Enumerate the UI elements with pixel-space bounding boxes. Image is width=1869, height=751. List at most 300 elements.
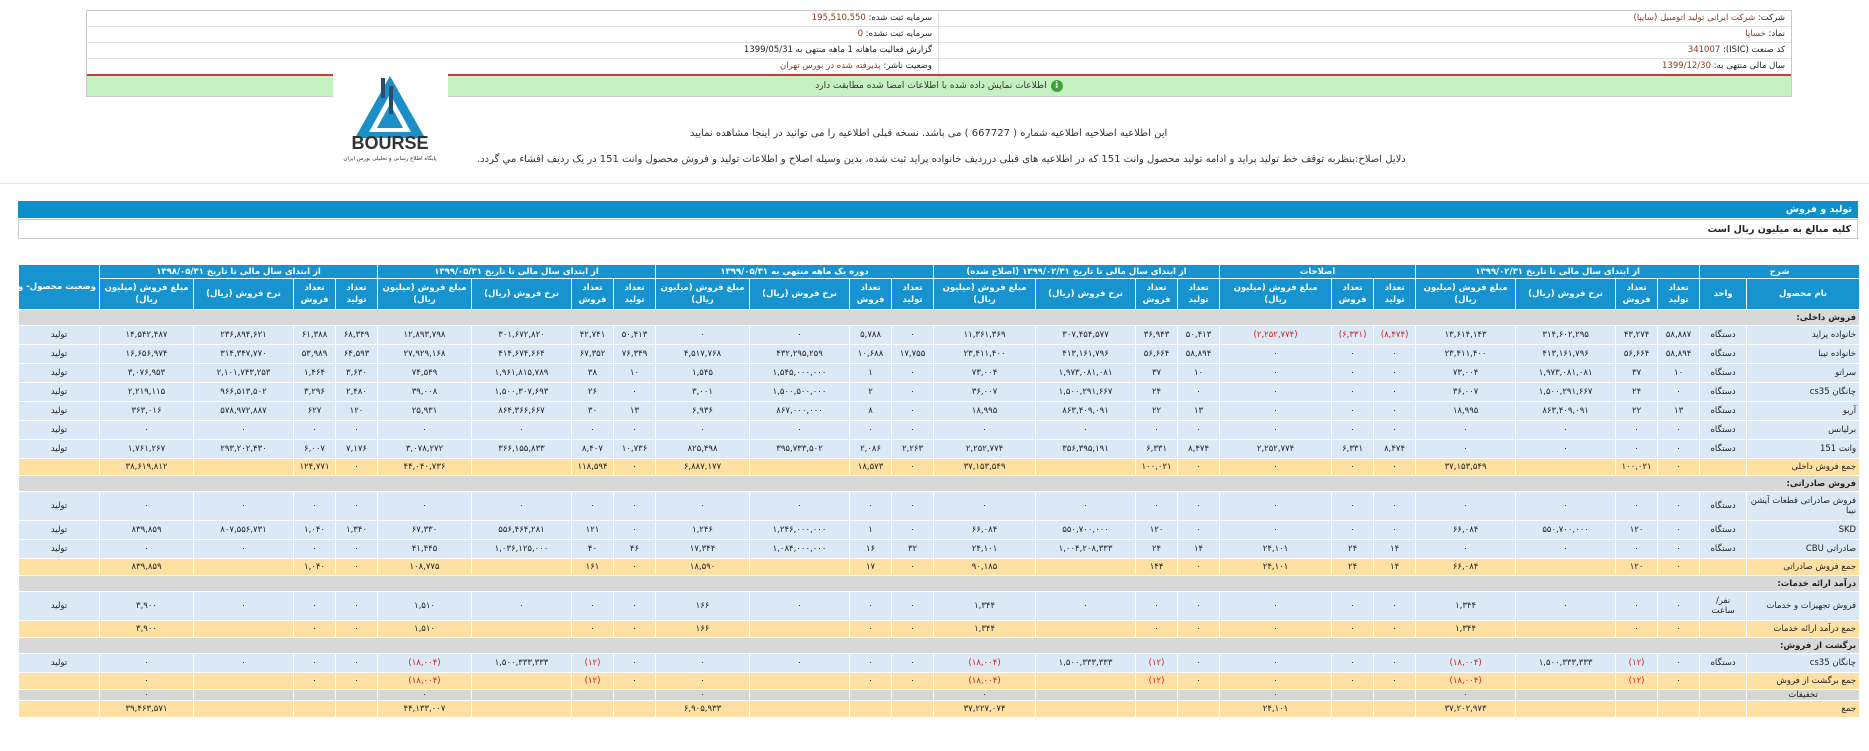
table-cell: ۵۷۸,۹۷۲,۸۸۷ <box>194 402 294 421</box>
table-cell: ۳۸ <box>572 364 614 383</box>
row-label: جمع برگشت از فروش <box>1747 673 1860 690</box>
table-cell: ۱۰۰,۰۲۱ <box>1136 459 1178 476</box>
table-cell: ۰ <box>892 492 934 521</box>
table-cell: ۲۶ <box>572 383 614 402</box>
table-cell: تولید <box>19 364 100 383</box>
table-cell <box>19 621 100 638</box>
table-cell: ۰ <box>1374 521 1416 540</box>
table-cell: ۰ <box>294 654 336 673</box>
table-cell: ۰ <box>378 690 472 701</box>
table-cell: ۲۴,۱۰۱ <box>1220 559 1332 576</box>
row-label: فروش صادراتی قطعات آیشن نیبا <box>1747 492 1860 521</box>
table-row <box>19 521 1860 540</box>
table-cell: تولید <box>19 326 100 345</box>
row-label: خانواده پراید <box>1747 326 1860 345</box>
table-cell: ۰ <box>1416 690 1516 701</box>
column-header: مبلغ فروش (میلیون ریال) <box>1220 279 1332 310</box>
table-cell <box>850 701 892 718</box>
table-cell: ۵۵۰,۷۰۰,۰۰۰ <box>1516 521 1616 540</box>
table-cell: ۰ <box>1178 383 1220 402</box>
table-cell: ۰ <box>294 421 336 440</box>
table-cell: نفر/ ساعت <box>1700 592 1747 621</box>
table-cell: ۰ <box>1332 459 1374 476</box>
table-cell: ۰ <box>1332 673 1374 690</box>
table-cell: ۰ <box>336 459 378 476</box>
table-cell: ۱,۹۷۳,۰۸۱,۰۸۱ <box>1516 364 1616 383</box>
row-label: آریو <box>1747 402 1860 421</box>
table-cell: ۰ <box>614 421 656 440</box>
table-cell: ۳,۰۰۱ <box>656 383 750 402</box>
table-cell: ۰ <box>614 559 656 576</box>
table-cell: ۰ <box>336 592 378 621</box>
unreg-capital-label: سرمایه ثبت نشده: <box>865 29 932 39</box>
table-cell: ۴۳۲,۲۹۵,۲۵۹ <box>750 345 850 364</box>
table-cell: ۱۳,۶۱۴,۱۴۳ <box>1416 326 1516 345</box>
table-row <box>19 402 1860 421</box>
table-cell: ۴,۵۱۷,۷۶۸ <box>656 345 750 364</box>
table-cell: (۱۸,۰۰۴) <box>1416 673 1516 690</box>
table-cell: ۵۸,۸۹۴ <box>1658 345 1700 364</box>
table-cell <box>750 459 850 476</box>
table-cell: ۰ <box>1374 654 1416 673</box>
table-cell: ۵۰,۴۱۳ <box>614 326 656 345</box>
table-cell: ۰ <box>1178 492 1220 521</box>
table-cell: ۰ <box>1036 421 1136 440</box>
table-cell: ۰ <box>1616 440 1658 459</box>
table-cell <box>1700 459 1747 476</box>
table-cell: ۰ <box>1178 559 1220 576</box>
table-cell: ۱,۵۱۰ <box>378 621 472 638</box>
table-cell: ۰ <box>1374 402 1416 421</box>
table-cell: ۳۱۴,۶۰۲,۲۹۵ <box>1516 326 1616 345</box>
table-cell: ۰ <box>1658 521 1700 540</box>
table-cell: ۰ <box>336 559 378 576</box>
table-cell: ۰ <box>336 673 378 690</box>
table-cell: ۷۶,۳۴۹ <box>614 345 656 364</box>
table-cell: ۱۳ <box>1658 402 1700 421</box>
table-cell: ۳۹,۰۰۸ <box>378 383 472 402</box>
unit-note: کلیه مبالغ به میلیون ریال است <box>18 219 1858 239</box>
table-cell: ۰ <box>1332 421 1374 440</box>
table-cell <box>472 459 572 476</box>
table-cell: ۲۳,۴۱۱,۴۰۰ <box>1416 345 1516 364</box>
column-header: تعداد تولید <box>1374 279 1416 310</box>
table-cell <box>572 701 614 718</box>
column-header: تعداد تولید <box>1658 279 1700 310</box>
table-cell: ۰ <box>1616 540 1658 559</box>
row-label: جمع درآمد ارائه خدمات <box>1747 621 1860 638</box>
table-cell: ۰ <box>1136 621 1178 638</box>
table-cell: ۸۶۳,۴۰۹,۰۹۱ <box>1036 402 1136 421</box>
table-row <box>19 690 1860 701</box>
table-cell: ۴۱۳,۱۶۱,۷۹۶ <box>1036 345 1136 364</box>
table-cell: ۶,۹۰۵,۹۳۳ <box>656 701 750 718</box>
table-cell <box>19 701 100 718</box>
row-label: برلیانس <box>1747 421 1860 440</box>
table-cell <box>472 559 572 576</box>
column-header: نرخ فروش (ریال) <box>194 279 294 310</box>
table-cell: ۰ <box>892 559 934 576</box>
table-cell: ۰ <box>614 521 656 540</box>
table-cell: ۰ <box>1658 654 1700 673</box>
table-cell: ۱,۵۰۰,۲۹۱,۶۶۷ <box>1036 383 1136 402</box>
table-cell: ۰ <box>1178 621 1220 638</box>
table-cell: ۰ <box>892 326 934 345</box>
table-cell: ۲,۲۵۲,۷۷۴ <box>934 440 1036 459</box>
column-header: مبلغ فروش (میلیون ریال) <box>100 279 194 310</box>
table-cell <box>1658 690 1700 701</box>
table-cell <box>1136 701 1178 718</box>
table-cell <box>1374 701 1416 718</box>
table-cell: ۰ <box>656 326 750 345</box>
table-cell: ۰ <box>1616 621 1658 638</box>
table-cell: ۱۶ <box>850 540 892 559</box>
table-cell: ۰ <box>472 421 572 440</box>
table-cell: ۳۶,۰۰۷ <box>1416 383 1516 402</box>
table-cell: ۱۴ <box>1374 559 1416 576</box>
table-cell <box>614 690 656 701</box>
table-cell: ۰ <box>614 492 656 521</box>
table-cell: ۰ <box>1178 654 1220 673</box>
table-cell: ۰ <box>1516 592 1616 621</box>
table-cell: (۲,۲۵۲,۷۷۴) <box>1220 326 1332 345</box>
table-cell: ۲,۴۸۰ <box>336 383 378 402</box>
table-cell: ۱ <box>850 521 892 540</box>
table-cell: تولید <box>19 421 100 440</box>
table-group-header <box>19 265 1860 279</box>
table-cell <box>19 559 100 576</box>
table-cell: ۲۲ <box>1136 402 1178 421</box>
table-cell: ۶,۳۳۱ <box>1136 440 1178 459</box>
table-cell: ۳۸,۶۱۹,۸۱۲ <box>100 459 194 476</box>
table-cell: ۰ <box>850 654 892 673</box>
table-cell: ۴۳,۲۷۴ <box>1616 326 1658 345</box>
table-cell: ۵۵۶,۴۶۴,۲۸۱ <box>472 521 572 540</box>
table-cell: ۰ <box>750 492 850 521</box>
column-header: نام محصول <box>1747 279 1860 310</box>
table-cell: ۴۰ <box>572 540 614 559</box>
column-header: واحد <box>1700 279 1747 310</box>
table-cell: ۳۹,۴۶۳,۵۷۱ <box>100 701 194 718</box>
group-header: اصلاحات <box>1220 265 1416 279</box>
table-cell <box>194 559 294 576</box>
table-row <box>19 440 1860 459</box>
table-cell: ۰ <box>1374 621 1416 638</box>
table-cell: ۱,۰۰۴,۲۰۸,۳۳۳ <box>1036 540 1136 559</box>
table-cell: ۰ <box>850 492 892 521</box>
table-cell: ۰ <box>934 690 1036 701</box>
table-cell <box>1036 621 1136 638</box>
table-cell: ۳۷,۱۵۳,۵۴۹ <box>1416 459 1516 476</box>
table-cell: ۰ <box>656 690 750 701</box>
group-header: از ابتدای سال مالی تا تاریخ ۱۳۹۹/۰۲/۳۱ (اصلاح شده) <box>934 265 1220 279</box>
table-cell: ۰ <box>892 592 934 621</box>
table-cell: ۶۴,۵۹۳ <box>336 345 378 364</box>
table-cell <box>19 690 100 701</box>
table-cell: ۴۶ <box>614 540 656 559</box>
table-cell: ۰ <box>1658 440 1700 459</box>
table-cell: ۶,۹۳۶ <box>656 402 750 421</box>
table-cell <box>1616 690 1658 701</box>
table-cell: ۳۰۷,۴۵۴,۵۷۷ <box>1036 326 1136 345</box>
group-header: شرح <box>1700 265 1860 279</box>
table-cell: ۰ <box>892 459 934 476</box>
table-cell: ۸۶۴,۳۶۶,۶۶۷ <box>472 402 572 421</box>
table-cell: ۰ <box>1178 421 1220 440</box>
table-cell: ۱,۰۸۴,۰۰۰,۰۰۰ <box>750 540 850 559</box>
table-cell: ۵,۷۸۸ <box>850 326 892 345</box>
table-cell: ۰ <box>1220 402 1332 421</box>
table-cell: ۳۷,۲۰۲,۹۷۳ <box>1416 701 1516 718</box>
table-cell <box>194 459 294 476</box>
table-cell: ۱,۰۳۶,۱۲۵,۰۰۰ <box>472 540 572 559</box>
unreg-capital-value: 0 <box>857 29 863 39</box>
table-cell <box>1036 459 1136 476</box>
table-cell: ۱۰ <box>1658 364 1700 383</box>
table-cell: ۰ <box>1374 492 1416 521</box>
table-cell: ۱۸,۵۹۰ <box>656 559 750 576</box>
table-row <box>19 492 1860 521</box>
table-cell: ۱۶,۶۵۶,۹۷۴ <box>100 345 194 364</box>
column-header: تعداد تولید <box>336 279 378 310</box>
table-cell: ۰ <box>100 690 194 701</box>
report-period-label: گزارش فعالیت ماهانه 1 ماهه منتهی به 1399/05/31 <box>743 45 932 55</box>
table-cell: ۱۲۱ <box>572 521 614 540</box>
category-label: فروش صادراتی: <box>19 476 1860 492</box>
table-cell: ۰ <box>1220 364 1332 383</box>
table-cell: ۰ <box>1036 492 1136 521</box>
row-label: فروش تجهیزات و خدمات <box>1747 592 1860 621</box>
table-cell: دستگاه <box>1700 492 1747 521</box>
table-cell <box>1700 673 1747 690</box>
table-cell: ۲۴ <box>1616 383 1658 402</box>
table-cell <box>472 690 572 701</box>
table-cell: ۰ <box>614 592 656 621</box>
table-cell: ۹۶۶,۵۱۳,۵۰۲ <box>194 383 294 402</box>
column-header: تعداد تولید <box>614 279 656 310</box>
capital-value: 195,510,550 <box>811 13 866 23</box>
table-cell: ۰ <box>1220 383 1332 402</box>
table-cell: ۳۹۵,۷۳۳,۵۰۲ <box>750 440 850 459</box>
table-cell: ۲۹۳,۲۰۲,۴۳۰ <box>194 440 294 459</box>
table-cell: دستگاه <box>1700 540 1747 559</box>
category-row <box>19 638 1860 654</box>
table-cell <box>294 701 336 718</box>
table-cell: ۰ <box>1036 592 1136 621</box>
table-cell: (۱۸,۰۰۴) <box>934 673 1036 690</box>
table-cell: ۰ <box>1658 540 1700 559</box>
table-cell: ۰ <box>614 621 656 638</box>
table-cell: ۱,۲۴۶ <box>656 521 750 540</box>
group-header: وضعیت محصول- واحد <box>19 265 100 310</box>
bourse-logo-icon <box>333 60 448 162</box>
row-label: تخفیفات <box>1747 690 1860 701</box>
table-cell: ۳,۰۷۶,۹۵۳ <box>100 364 194 383</box>
table-row <box>19 383 1860 402</box>
row-label: خانواده تیبا <box>1747 345 1860 364</box>
group-header: از ابتدای سال مالی تا تاریخ ۱۳۹۹/۰۲/۳۱ <box>1416 265 1700 279</box>
table-cell: ۰ <box>378 421 472 440</box>
table-cell <box>1178 690 1220 701</box>
table-cell: ۰ <box>472 492 572 521</box>
table-cell <box>892 690 934 701</box>
table-cell <box>892 701 934 718</box>
table-cell: ۰ <box>892 673 934 690</box>
table-cell: ۰ <box>750 326 850 345</box>
table-cell: ۴۴,۱۳۳,۰۰۷ <box>378 701 472 718</box>
row-label: وانت 151 <box>1747 440 1860 459</box>
table-cell: ۱۰,۷۳۶ <box>614 440 656 459</box>
table-cell: دستگاه <box>1700 521 1747 540</box>
group-header: دوره یک ماهه منتهی به ۱۳۹۹/۰۵/۳۱ <box>656 265 934 279</box>
category-row <box>19 310 1860 326</box>
table-cell: ۰ <box>656 673 750 690</box>
column-header: تعداد تولید <box>1178 279 1220 310</box>
table-cell: ۱,۵۰۰,۲۹۱,۶۶۷ <box>1516 383 1616 402</box>
table-row <box>19 326 1860 345</box>
table-cell: ۸۳۹,۸۵۹ <box>100 559 194 576</box>
table-cell: ۰ <box>1220 492 1332 521</box>
table-cell <box>1516 673 1616 690</box>
table-cell <box>750 559 850 576</box>
table-cell: تولید <box>19 592 100 621</box>
table-cell: ۶۷,۳۵۲ <box>572 345 614 364</box>
table-cell: ۲,۲۶۳ <box>892 440 934 459</box>
table-cell: ۲۵,۹۳۱ <box>378 402 472 421</box>
table-cell: ۰ <box>572 592 614 621</box>
table-cell: ۰ <box>1658 559 1700 576</box>
table-cell: ۰ <box>336 621 378 638</box>
symbol-value[interactable]: خساپا <box>1745 29 1766 39</box>
table-cell: ۰ <box>656 654 750 673</box>
table-cell <box>1036 690 1136 701</box>
table-cell: ۶۱,۳۸۸ <box>294 326 336 345</box>
category-label: برگشت از فروش: <box>19 638 1860 654</box>
table-row <box>19 540 1860 559</box>
table-cell: ۰ <box>194 492 294 521</box>
table-cell: ۴۴,۰۴۰,۷۳۶ <box>378 459 472 476</box>
table-row <box>19 592 1860 621</box>
table-cell: ۳۰۱,۶۷۲,۸۲۰ <box>472 326 572 345</box>
table-cell: دستگاه <box>1700 326 1747 345</box>
row-label: جمع فروش صادراتی <box>1747 559 1860 576</box>
table-cell <box>1516 701 1616 718</box>
table-cell <box>850 690 892 701</box>
table-cell: ۰ <box>1332 521 1374 540</box>
table-cell: ۵۶,۶۶۴ <box>1136 345 1178 364</box>
table-cell <box>1036 559 1136 576</box>
table-cell <box>1700 701 1747 718</box>
publisher-status-value: پذیرفته شده در بورس تهران <box>780 61 881 71</box>
table-row <box>19 345 1860 364</box>
table-cell: ۶۶,۰۸۴ <box>1416 521 1516 540</box>
logo-caption: پایگاه اطلاع رسانی و تحلیلی بورس ایران <box>343 156 437 162</box>
table-cell: ۳,۰۷۸,۲۷۲ <box>378 440 472 459</box>
table-cell <box>472 701 572 718</box>
table-cell: ۳۶,۰۰۷ <box>934 383 1036 402</box>
table-cell: ۰ <box>614 654 656 673</box>
table-cell <box>750 673 850 690</box>
total-row <box>19 673 1860 690</box>
table-cell: ۰ <box>336 492 378 521</box>
table-cell: ۰ <box>294 540 336 559</box>
table-cell: ۴۲,۷۴۱ <box>572 326 614 345</box>
table-cell: ۱,۵۱۰ <box>378 592 472 621</box>
column-header: تعداد فروش <box>572 279 614 310</box>
table-cell <box>194 621 294 638</box>
table-cell: ۴۱,۴۴۵ <box>378 540 472 559</box>
table-cell: ۰ <box>1220 592 1332 621</box>
table-cell: ۱,۵۰۰,۵۰۰,۰۰۰ <box>750 383 850 402</box>
table-cell: (۱۲) <box>572 654 614 673</box>
table-cell <box>1374 690 1416 701</box>
table-cell: ۱۰ <box>614 364 656 383</box>
table-cell: تولید <box>19 540 100 559</box>
table-cell: (۱۲) <box>1616 654 1658 673</box>
column-header: نرخ فروش (ریال) <box>472 279 572 310</box>
table-cell: ۰ <box>1658 621 1700 638</box>
table-cell: ۰ <box>1616 492 1658 521</box>
table-cell: ۸,۴۷۴ <box>1178 440 1220 459</box>
table-cell: ۵۵۰,۷۰۰,۰۰۰ <box>1036 521 1136 540</box>
table-cell: ۶۶,۰۸۴ <box>934 521 1036 540</box>
table-cell: ۰ <box>1220 521 1332 540</box>
table-cell: تولید <box>19 345 100 364</box>
table-cell: ۰ <box>472 592 572 621</box>
table-cell: ۰ <box>1332 402 1374 421</box>
table-cell: ۰ <box>892 364 934 383</box>
table-cell: ۳۷ <box>1616 364 1658 383</box>
table-cell <box>1332 690 1374 701</box>
column-header: تعداد فروش <box>294 279 336 310</box>
table-cell: (۱۲) <box>1136 673 1178 690</box>
symbol-label: نماد: <box>1768 29 1785 39</box>
table-cell <box>1136 690 1178 701</box>
table-cell: ۱۷ <box>850 559 892 576</box>
table-cell: (۶,۳۳۱) <box>1332 326 1374 345</box>
total-row <box>19 559 1860 576</box>
table-cell: ۶,۳۳۱ <box>1332 440 1374 459</box>
table-cell: ۱۲۰ <box>1616 559 1658 576</box>
table-cell: ۰ <box>614 459 656 476</box>
isic-label: کد صنعت (ISIC): <box>1722 45 1785 55</box>
table-cell: ۸,۴۰۷ <box>572 440 614 459</box>
table-cell: تولید <box>19 383 100 402</box>
table-cell: دستگاه <box>1700 402 1747 421</box>
table-cell: ۳۱۴,۳۴۷,۷۷۰ <box>194 345 294 364</box>
table-cell: دستگاه <box>1700 364 1747 383</box>
table-cell <box>1658 701 1700 718</box>
table-cell: ۲,۱۰۱,۷۴۳,۲۵۳ <box>194 364 294 383</box>
table-cell: ۳۶۶,۱۵۵,۸۳۳ <box>472 440 572 459</box>
table-cell: ۸۳۹,۸۵۹ <box>100 521 194 540</box>
table-cell <box>194 690 294 701</box>
table-cell: ۸۶۷,۰۰۰,۰۰۰ <box>750 402 850 421</box>
table-cell: ۱۳ <box>614 402 656 421</box>
table-cell: ۱۴ <box>1374 540 1416 559</box>
table-cell: ۰ <box>1332 592 1374 621</box>
table-cell <box>19 459 100 476</box>
column-header: تعداد تولید <box>892 279 934 310</box>
table-cell: ۱۱,۳۶۱,۳۶۹ <box>934 326 1036 345</box>
table-cell: ۰ <box>934 492 1036 521</box>
table-cell: ۰ <box>194 421 294 440</box>
table-cell: ۳,۶۳۰ <box>336 364 378 383</box>
table-row <box>19 421 1860 440</box>
table-cell: ۳۶,۹۴۳ <box>1136 326 1178 345</box>
table-cell: ۰ <box>1658 673 1700 690</box>
table-cell: ۲ <box>850 383 892 402</box>
